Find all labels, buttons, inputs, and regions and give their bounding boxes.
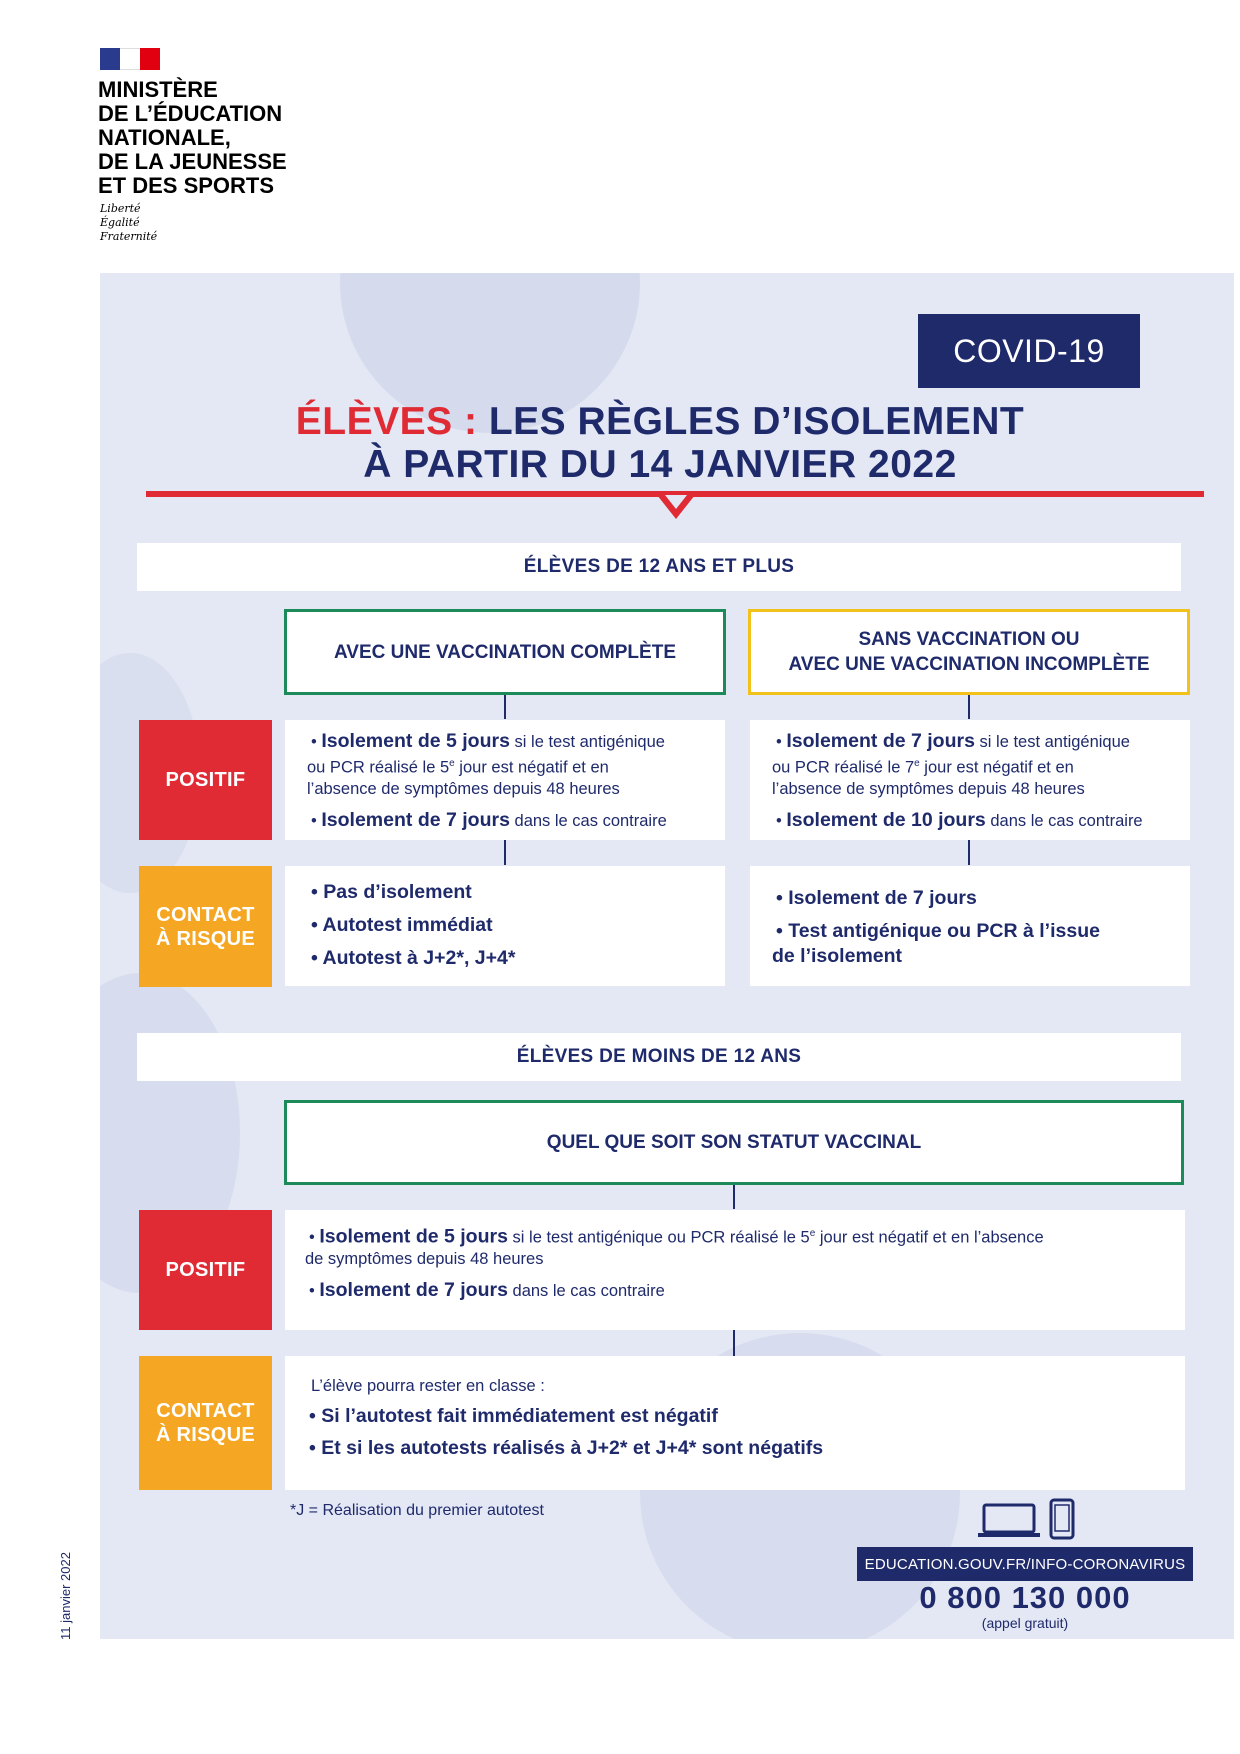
any-status-header (284, 1100, 1184, 1185)
contact-risque-tag (139, 1356, 272, 1490)
rule-item: • Et si les autotests réalisés à J+2* et J+4* sont négatifs (309, 1437, 824, 1459)
rule-text: si le test antigénique (509, 733, 665, 751)
rule-item: • Test antigénique ou PCR à l’issue (776, 920, 1100, 942)
phone-note: (appel gratuit) (981, 1615, 1069, 1631)
rule-text: Test antigénique ou PCR à l’issue (788, 920, 1100, 942)
rule-item-continued (772, 753, 1190, 779)
smartphone-icon (1049, 1498, 1075, 1544)
rule-item: • Isolement de 10 jours dans le cas contraire (776, 808, 1143, 831)
rule-item: • Pas d’isolement (311, 881, 472, 903)
rule-bold: Isolement de 7 jours (321, 808, 510, 831)
contact-label-line1: CONTACT (156, 903, 255, 926)
under-12-positif-card (285, 1210, 1185, 1330)
vaccinated-label: AVEC UNE VACCINATION COMPLÈTE (333, 641, 676, 663)
vaccinated-positif-card (285, 720, 725, 840)
rule-text: ou PCR réalisé le 5 (307, 758, 450, 777)
rule-item: • Si l’autotest fait immédiatement est négatif (309, 1405, 718, 1427)
rule-item: • Isolement de 5 jours si le test antigénique (311, 730, 665, 752)
info-website-link[interactable]: EDUCATION.GOUV.FR/INFO-CORONAVIRUS (857, 1547, 1193, 1581)
title-red-part: ÉLÈVES : (295, 400, 478, 443)
rule-text: si le test antigénique (974, 733, 1130, 751)
rule-text: Si l’autotest fait immédiatement est négatif (321, 1405, 718, 1427)
motto-fraternite: Fraternité (100, 230, 158, 243)
rule-item-continued (305, 1249, 1185, 1270)
rule-item-continued (307, 779, 725, 800)
rule-bold: Isolement de 7 jours (319, 1278, 508, 1301)
title-line2: À PARTIR DU 14 JANVIER 2022 (363, 443, 957, 486)
ministry-line: ET DES SPORTS (98, 173, 275, 198)
rule-bold: Isolement de 5 jours (321, 730, 510, 752)
ministry-line: DE L’ÉDUCATION (98, 101, 283, 126)
phone-number: 0 800 130 000 (919, 1580, 1131, 1615)
unvaccinated-contact-card (750, 866, 1190, 986)
unvaccinated-positif-card (750, 720, 1190, 840)
section-header-under-12 (137, 1033, 1181, 1081)
section-header-12-plus (137, 543, 1181, 591)
ministry-line: NATIONALE, (98, 125, 231, 150)
connector-line (504, 839, 506, 865)
rule-item: • Autotest immédiat (311, 914, 493, 936)
vaccinated-column-header (284, 609, 726, 695)
republique-francaise-flag-logo (100, 48, 160, 70)
any-status-label: QUEL QUE SOIT SON STATUT VACCINAL (546, 1132, 922, 1153)
rule-text: l’absence de symptômes depuis 48 heures (772, 779, 1085, 798)
rule-text: Isolement de 7 jours (788, 887, 977, 909)
vaccinated-contact-card (285, 866, 725, 986)
rule-bold: Isolement de 5 jours (319, 1225, 508, 1248)
connector-line (968, 839, 970, 865)
motto-liberte: Liberté (100, 202, 141, 215)
laptop-icon (976, 1503, 1042, 1543)
rule-text: ou PCR réalisé le 7 (772, 758, 915, 777)
rule-text: jour est négatif et en l’absence (815, 1228, 1044, 1247)
contact-label-line2: À RISQUE (155, 927, 256, 950)
rule-text: dans le cas contraire (509, 811, 667, 830)
rule-text: dans le cas contraire (507, 1281, 665, 1300)
contact-risque-tag (139, 866, 272, 987)
rule-text: Et si les autotests réalisés à J+2* et J+4* sont négatifs (321, 1437, 824, 1459)
rule-text: de symptômes depuis 48 heures (305, 1249, 544, 1268)
motto-egalite: Égalité (100, 216, 140, 229)
rule-text: jour est négatif et en (454, 758, 609, 777)
rule-bold: Isolement de 10 jours (786, 808, 986, 831)
unvaccinated-column-header (748, 609, 1190, 695)
positif-tag (139, 1210, 272, 1330)
rule-text: de l’isolement (772, 945, 903, 967)
rule-item-continued (772, 779, 1190, 800)
rule-item: • Isolement de 7 jours dans le cas contraire (311, 808, 667, 831)
rule-item: • Isolement de 7 jours si le test antigénique (776, 730, 1130, 752)
publication-date: 11 janvier 2022 (58, 1552, 73, 1640)
rule-item-continued (772, 944, 1190, 969)
rule-item-continued (307, 753, 725, 779)
connector-line (733, 1330, 735, 1356)
unvaccinated-label-line2: AVEC UNE VACCINATION INCOMPLÈTE (788, 654, 1150, 675)
covid-badge: COVID-19 (918, 314, 1140, 388)
positif-tag (139, 720, 272, 840)
footnote: *J = Réalisation du premier autotest (290, 1502, 544, 1519)
section-header-text: ÉLÈVES DE 12 ANS ET PLUS (523, 556, 795, 577)
superscript: e (809, 1228, 816, 1239)
rule-text: dans le cas contraire (985, 811, 1143, 830)
rule-text: si le test antigénique ou PCR réalisé le 5 (507, 1228, 810, 1247)
rule-item: • Isolement de 5 jours si le test antigénique ou PCR réalisé le 5e jour est négatif et en l’absence (309, 1225, 1044, 1248)
rule-text: Pas d’isolement (323, 881, 472, 903)
connector-line (504, 695, 506, 719)
ministry-line: DE LA JEUNESSE (98, 149, 287, 174)
rule-item: • Isolement de 7 jours (776, 887, 977, 909)
unvaccinated-label-line1: SANS VACCINATION OU (858, 629, 1080, 650)
rule-item: • Isolement de 7 jours dans le cas contraire (309, 1278, 665, 1301)
rule-text: Autotest immédiat (322, 914, 493, 936)
under-12-contact-card (285, 1356, 1185, 1490)
rule-text: jour est négatif et en (919, 758, 1074, 777)
superscript: e (914, 758, 920, 769)
republic-motto (100, 202, 157, 244)
rule-text: Autotest à J+2*, J+4* (322, 947, 516, 969)
contact-label-line1: CONTACT (156, 1400, 255, 1422)
title-line1: LES RÈGLES D’ISOLEMENT (477, 400, 1025, 443)
rule-text: l’absence de symptômes depuis 48 heures (307, 779, 620, 798)
positif-label: POSITIF (165, 769, 246, 791)
connector-line (733, 1185, 735, 1209)
rule-bold: Isolement de 7 jours (786, 730, 975, 752)
contact-intro: L’élève pourra rester en classe : (311, 1377, 545, 1395)
section-header-text: ÉLÈVES DE MOINS DE 12 ANS (516, 1046, 802, 1067)
page-title (140, 400, 1180, 486)
chevron-inner (665, 495, 687, 509)
contact-label-line2: À RISQUE (155, 1424, 256, 1446)
ministry-name (98, 78, 378, 198)
superscript: e (449, 758, 455, 769)
rule-item: • Autotest à J+2*, J+4* (311, 947, 516, 969)
ministry-line: MINISTÈRE (98, 77, 218, 102)
positif-label: POSITIF (165, 1259, 246, 1281)
connector-line (968, 695, 970, 719)
